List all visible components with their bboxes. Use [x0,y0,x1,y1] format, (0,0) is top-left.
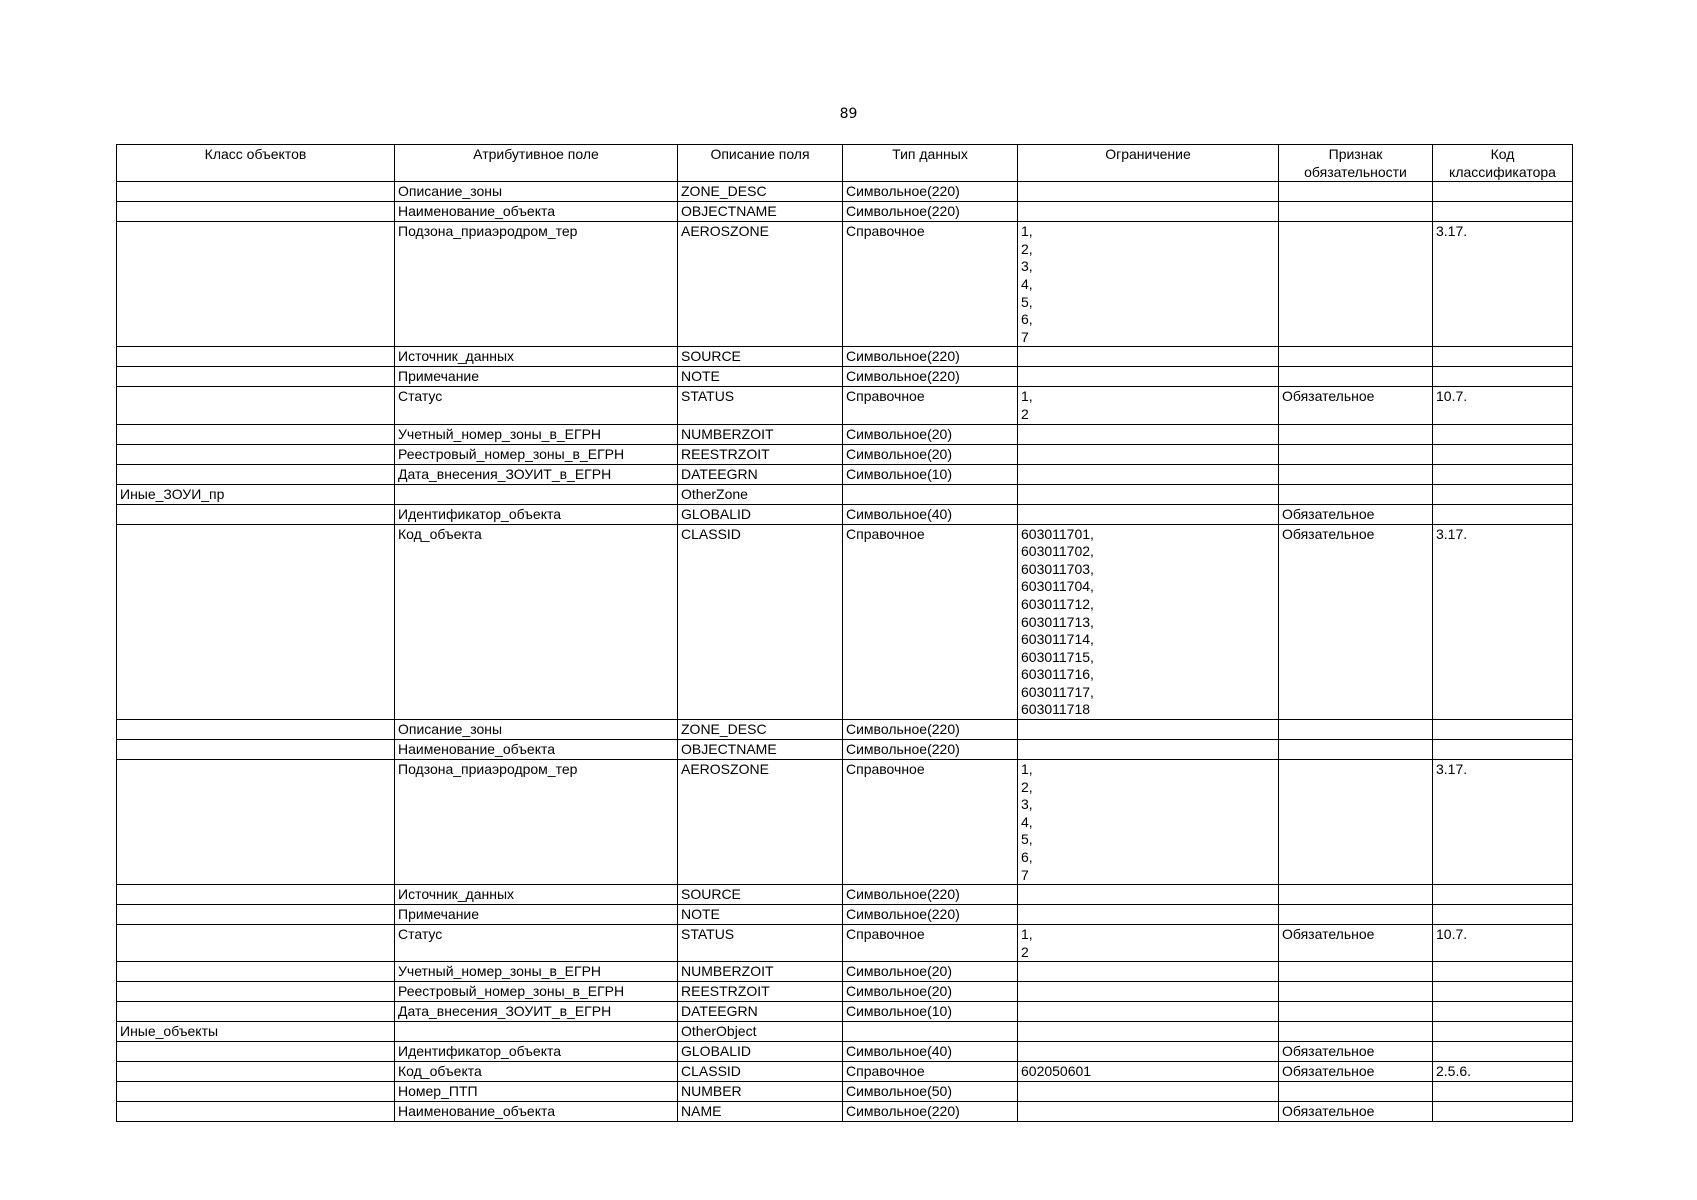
table-body [117,182,1573,1122]
cell-classifier-code [1433,504,1573,524]
cell-attribute-field: Примечание [395,367,678,387]
table-row [117,905,1573,925]
cell-field-description: NUMBER [678,1082,843,1102]
cell-classifier-code: 3.17. [1433,760,1573,885]
cell-required-flag: Обязательное [1279,504,1433,524]
cell-constraint [1018,367,1279,387]
cell-data-type: Символьное(220) [843,720,1018,740]
cell-classifier-code: 2.5.6. [1433,1062,1573,1082]
table-row [117,444,1573,464]
cell-data-type: Символьное(40) [843,504,1018,524]
cell-field-description: ZONE_DESC [678,182,843,202]
cell-required-flag [1279,760,1433,885]
table-row [117,925,1573,962]
cell-required-flag [1279,740,1433,760]
cell-field-description: OtherObject [678,1022,843,1042]
cell-object-class [117,962,395,982]
table-row [117,720,1573,740]
cell-field-description: STATUS [678,925,843,962]
cell-required-flag: Обязательное [1279,1062,1433,1082]
cell-required-flag: Обязательное [1279,387,1433,424]
cell-data-type: Справочное [843,1062,1018,1082]
cell-object-class [117,524,395,720]
cell-attribute-field: Реестровый_номер_зоны_в_ЕГРН [395,444,678,464]
cell-object-class [117,1062,395,1082]
cell-classifier-code [1433,905,1573,925]
cell-object-class [117,982,395,1002]
cell-data-type: Символьное(40) [843,1042,1018,1062]
cell-object-class [117,347,395,367]
cell-classifier-code [1433,444,1573,464]
cell-classifier-code [1433,740,1573,760]
cell-classifier-code: 10.7. [1433,387,1573,424]
cell-object-class [117,1002,395,1022]
cell-data-type: Справочное [843,925,1018,962]
cell-classifier-code: 3.17. [1433,222,1573,347]
cell-attribute-field: Подзона_приаэродром_тер [395,760,678,885]
cell-attribute-field [395,1022,678,1042]
cell-object-class [117,905,395,925]
cell-required-flag [1279,982,1433,1002]
cell-required-flag: Обязательное [1279,925,1433,962]
cell-field-description: AEROSZONE [678,760,843,885]
table-header-row [117,145,1573,182]
cell-object-class: Иные_объекты [117,1022,395,1042]
cell-data-type: Справочное [843,760,1018,885]
table-row [117,202,1573,222]
table-row [117,222,1573,347]
cell-classifier-code [1433,202,1573,222]
cell-field-description: NUMBERZOIT [678,424,843,444]
cell-field-description: NOTE [678,367,843,387]
cell-attribute-field: Источник_данных [395,885,678,905]
cell-attribute-field: Наименование_объекта [395,202,678,222]
cell-attribute-field: Источник_данных [395,347,678,367]
table-row [117,1082,1573,1102]
cell-field-description: DATEEGRN [678,464,843,484]
cell-required-flag [1279,464,1433,484]
cell-constraint: 1, 2 [1018,387,1279,424]
header-classifier-code: Код классификатора [1433,145,1573,182]
header-object-class: Класс объектов [117,145,395,182]
table-row [117,982,1573,1002]
cell-required-flag [1279,367,1433,387]
cell-required-flag [1279,720,1433,740]
cell-constraint [1018,424,1279,444]
cell-classifier-code [1433,1022,1573,1042]
cell-field-description: STATUS [678,387,843,424]
cell-object-class [117,367,395,387]
cell-constraint [1018,905,1279,925]
cell-object-class [117,720,395,740]
cell-classifier-code [1433,182,1573,202]
cell-data-type: Символьное(220) [843,367,1018,387]
header-attribute-field: Атрибутивное поле [395,145,678,182]
cell-required-flag [1279,202,1433,222]
cell-attribute-field: Учетный_номер_зоны_в_ЕГРН [395,962,678,982]
cell-attribute-field: Код_объекта [395,524,678,720]
cell-attribute-field: Описание_зоны [395,720,678,740]
cell-field-description: OBJECTNAME [678,202,843,222]
cell-required-flag: Обязательное [1279,1102,1433,1122]
cell-required-flag [1279,1082,1433,1102]
cell-classifier-code [1433,1042,1573,1062]
cell-attribute-field: Дата_внесения_ЗОУИТ_в_ЕГРН [395,1002,678,1022]
table-row [117,1022,1573,1042]
cell-attribute-field: Подзона_приаэродром_тер [395,222,678,347]
cell-object-class [117,504,395,524]
table-row [117,424,1573,444]
cell-constraint [1018,885,1279,905]
cell-field-description: OtherZone [678,484,843,504]
cell-required-flag [1279,424,1433,444]
cell-attribute-field: Реестровый_номер_зоны_в_ЕГРН [395,982,678,1002]
cell-constraint: 602050601 [1018,1062,1279,1082]
cell-constraint: 1, 2, 3, 4, 5, 6, 7 [1018,222,1279,347]
cell-field-description: GLOBALID [678,504,843,524]
cell-object-class [117,925,395,962]
cell-field-description: DATEEGRN [678,1002,843,1022]
cell-data-type: Символьное(20) [843,982,1018,1002]
cell-attribute-field [395,484,678,504]
cell-required-flag [1279,885,1433,905]
cell-object-class [117,444,395,464]
cell-constraint: 1, 2, 3, 4, 5, 6, 7 [1018,760,1279,885]
cell-classifier-code [1433,347,1573,367]
cell-classifier-code [1433,982,1573,1002]
cell-classifier-code [1433,1002,1573,1022]
cell-constraint [1018,962,1279,982]
cell-data-type: Символьное(220) [843,1102,1018,1122]
cell-object-class [117,740,395,760]
cell-attribute-field: Наименование_объекта [395,1102,678,1122]
cell-classifier-code [1433,1102,1573,1122]
cell-attribute-field: Статус [395,925,678,962]
cell-constraint [1018,1022,1279,1042]
cell-classifier-code: 10.7. [1433,925,1573,962]
cell-classifier-code [1433,424,1573,444]
cell-field-description: NAME [678,1102,843,1122]
table-row [117,347,1573,367]
cell-field-description: REESTRZOIT [678,444,843,464]
cell-attribute-field: Описание_зоны [395,182,678,202]
cell-constraint [1018,982,1279,1002]
cell-field-description: NUMBERZOIT [678,962,843,982]
cell-data-type: Справочное [843,524,1018,720]
cell-classifier-code [1433,367,1573,387]
cell-field-description: GLOBALID [678,1042,843,1062]
table-row [117,760,1573,885]
cell-field-description: SOURCE [678,347,843,367]
cell-data-type: Символьное(20) [843,424,1018,444]
table-row [117,1002,1573,1022]
cell-object-class [117,202,395,222]
cell-data-type: Символьное(220) [843,202,1018,222]
cell-constraint [1018,1002,1279,1022]
cell-data-type: Символьное(20) [843,962,1018,982]
cell-required-flag: Обязательное [1279,524,1433,720]
table-row [117,740,1573,760]
cell-data-type [843,484,1018,504]
cell-field-description: AEROSZONE [678,222,843,347]
cell-required-flag [1279,222,1433,347]
cell-object-class [117,760,395,885]
cell-constraint [1018,504,1279,524]
cell-constraint [1018,720,1279,740]
cell-field-description: ZONE_DESC [678,720,843,740]
cell-data-type: Символьное(220) [843,347,1018,367]
table-row [117,484,1573,504]
cell-object-class [117,424,395,444]
table-row [117,1102,1573,1122]
cell-data-type [843,1022,1018,1042]
cell-data-type: Символьное(220) [843,905,1018,925]
cell-required-flag [1279,182,1433,202]
cell-data-type: Символьное(220) [843,182,1018,202]
header-field-description: Описание поля [678,145,843,182]
page-number: 89 [839,106,858,122]
cell-classifier-code [1433,484,1573,504]
cell-object-class [117,885,395,905]
cell-required-flag: Обязательное [1279,1042,1433,1062]
table-row [117,962,1573,982]
cell-data-type: Справочное [843,222,1018,347]
cell-object-class [117,182,395,202]
cell-field-description: OBJECTNAME [678,740,843,760]
cell-object-class: Иные_ЗОУИ_пр [117,484,395,504]
table-row [117,387,1573,424]
cell-field-description: CLASSID [678,1062,843,1082]
cell-classifier-code: 3.17. [1433,524,1573,720]
table-row [117,504,1573,524]
cell-attribute-field: Идентификатор_объекта [395,1042,678,1062]
cell-constraint [1018,1042,1279,1062]
attribute-table [116,144,1573,1122]
cell-data-type: Справочное [843,387,1018,424]
cell-constraint [1018,740,1279,760]
header-required-flag: Признак обязательности [1279,145,1433,182]
cell-constraint: 1, 2 [1018,925,1279,962]
cell-object-class [117,1042,395,1062]
cell-data-type: Символьное(220) [843,740,1018,760]
cell-required-flag [1279,347,1433,367]
cell-object-class [117,1082,395,1102]
cell-field-description: REESTRZOIT [678,982,843,1002]
cell-classifier-code [1433,962,1573,982]
cell-attribute-field: Статус [395,387,678,424]
cell-field-description: SOURCE [678,885,843,905]
cell-attribute-field: Дата_внесения_ЗОУИТ_в_ЕГРН [395,464,678,484]
cell-constraint [1018,1082,1279,1102]
table-row [117,464,1573,484]
cell-attribute-field: Код_объекта [395,1062,678,1082]
cell-object-class [117,464,395,484]
cell-constraint [1018,484,1279,504]
cell-attribute-field: Учетный_номер_зоны_в_ЕГРН [395,424,678,444]
cell-object-class [117,387,395,424]
cell-attribute-field: Номер_ПТП [395,1082,678,1102]
table-row [117,367,1573,387]
cell-field-description: CLASSID [678,524,843,720]
table-row [117,885,1573,905]
cell-attribute-field: Примечание [395,905,678,925]
cell-required-flag [1279,484,1433,504]
cell-constraint [1018,202,1279,222]
cell-required-flag [1279,444,1433,464]
cell-attribute-field: Идентификатор_объекта [395,504,678,524]
cell-classifier-code [1433,464,1573,484]
header-data-type: Тип данных [843,145,1018,182]
cell-constraint [1018,464,1279,484]
cell-data-type: Символьное(20) [843,444,1018,464]
table-row [117,524,1573,720]
cell-classifier-code [1433,885,1573,905]
cell-object-class [117,1102,395,1122]
table-row [117,182,1573,202]
cell-data-type: Символьное(10) [843,464,1018,484]
cell-constraint [1018,347,1279,367]
cell-constraint [1018,182,1279,202]
header-constraint: Ограничение [1018,145,1279,182]
table-row [117,1062,1573,1082]
cell-field-description: NOTE [678,905,843,925]
cell-data-type: Символьное(220) [843,885,1018,905]
cell-constraint [1018,1102,1279,1122]
cell-object-class [117,222,395,347]
cell-classifier-code [1433,1082,1573,1102]
cell-classifier-code [1433,720,1573,740]
cell-constraint: 603011701, 603011702, 603011703, 603011704, 603011712, 603011713, 603011714, 603011715, 603011716, 603011717, 603011718 [1018,524,1279,720]
cell-data-type: Символьное(10) [843,1002,1018,1022]
cell-required-flag [1279,962,1433,982]
cell-required-flag [1279,905,1433,925]
cell-required-flag [1279,1022,1433,1042]
table-row [117,1042,1573,1062]
cell-constraint [1018,444,1279,464]
cell-attribute-field: Наименование_объекта [395,740,678,760]
cell-required-flag [1279,1002,1433,1022]
cell-data-type: Символьное(50) [843,1082,1018,1102]
